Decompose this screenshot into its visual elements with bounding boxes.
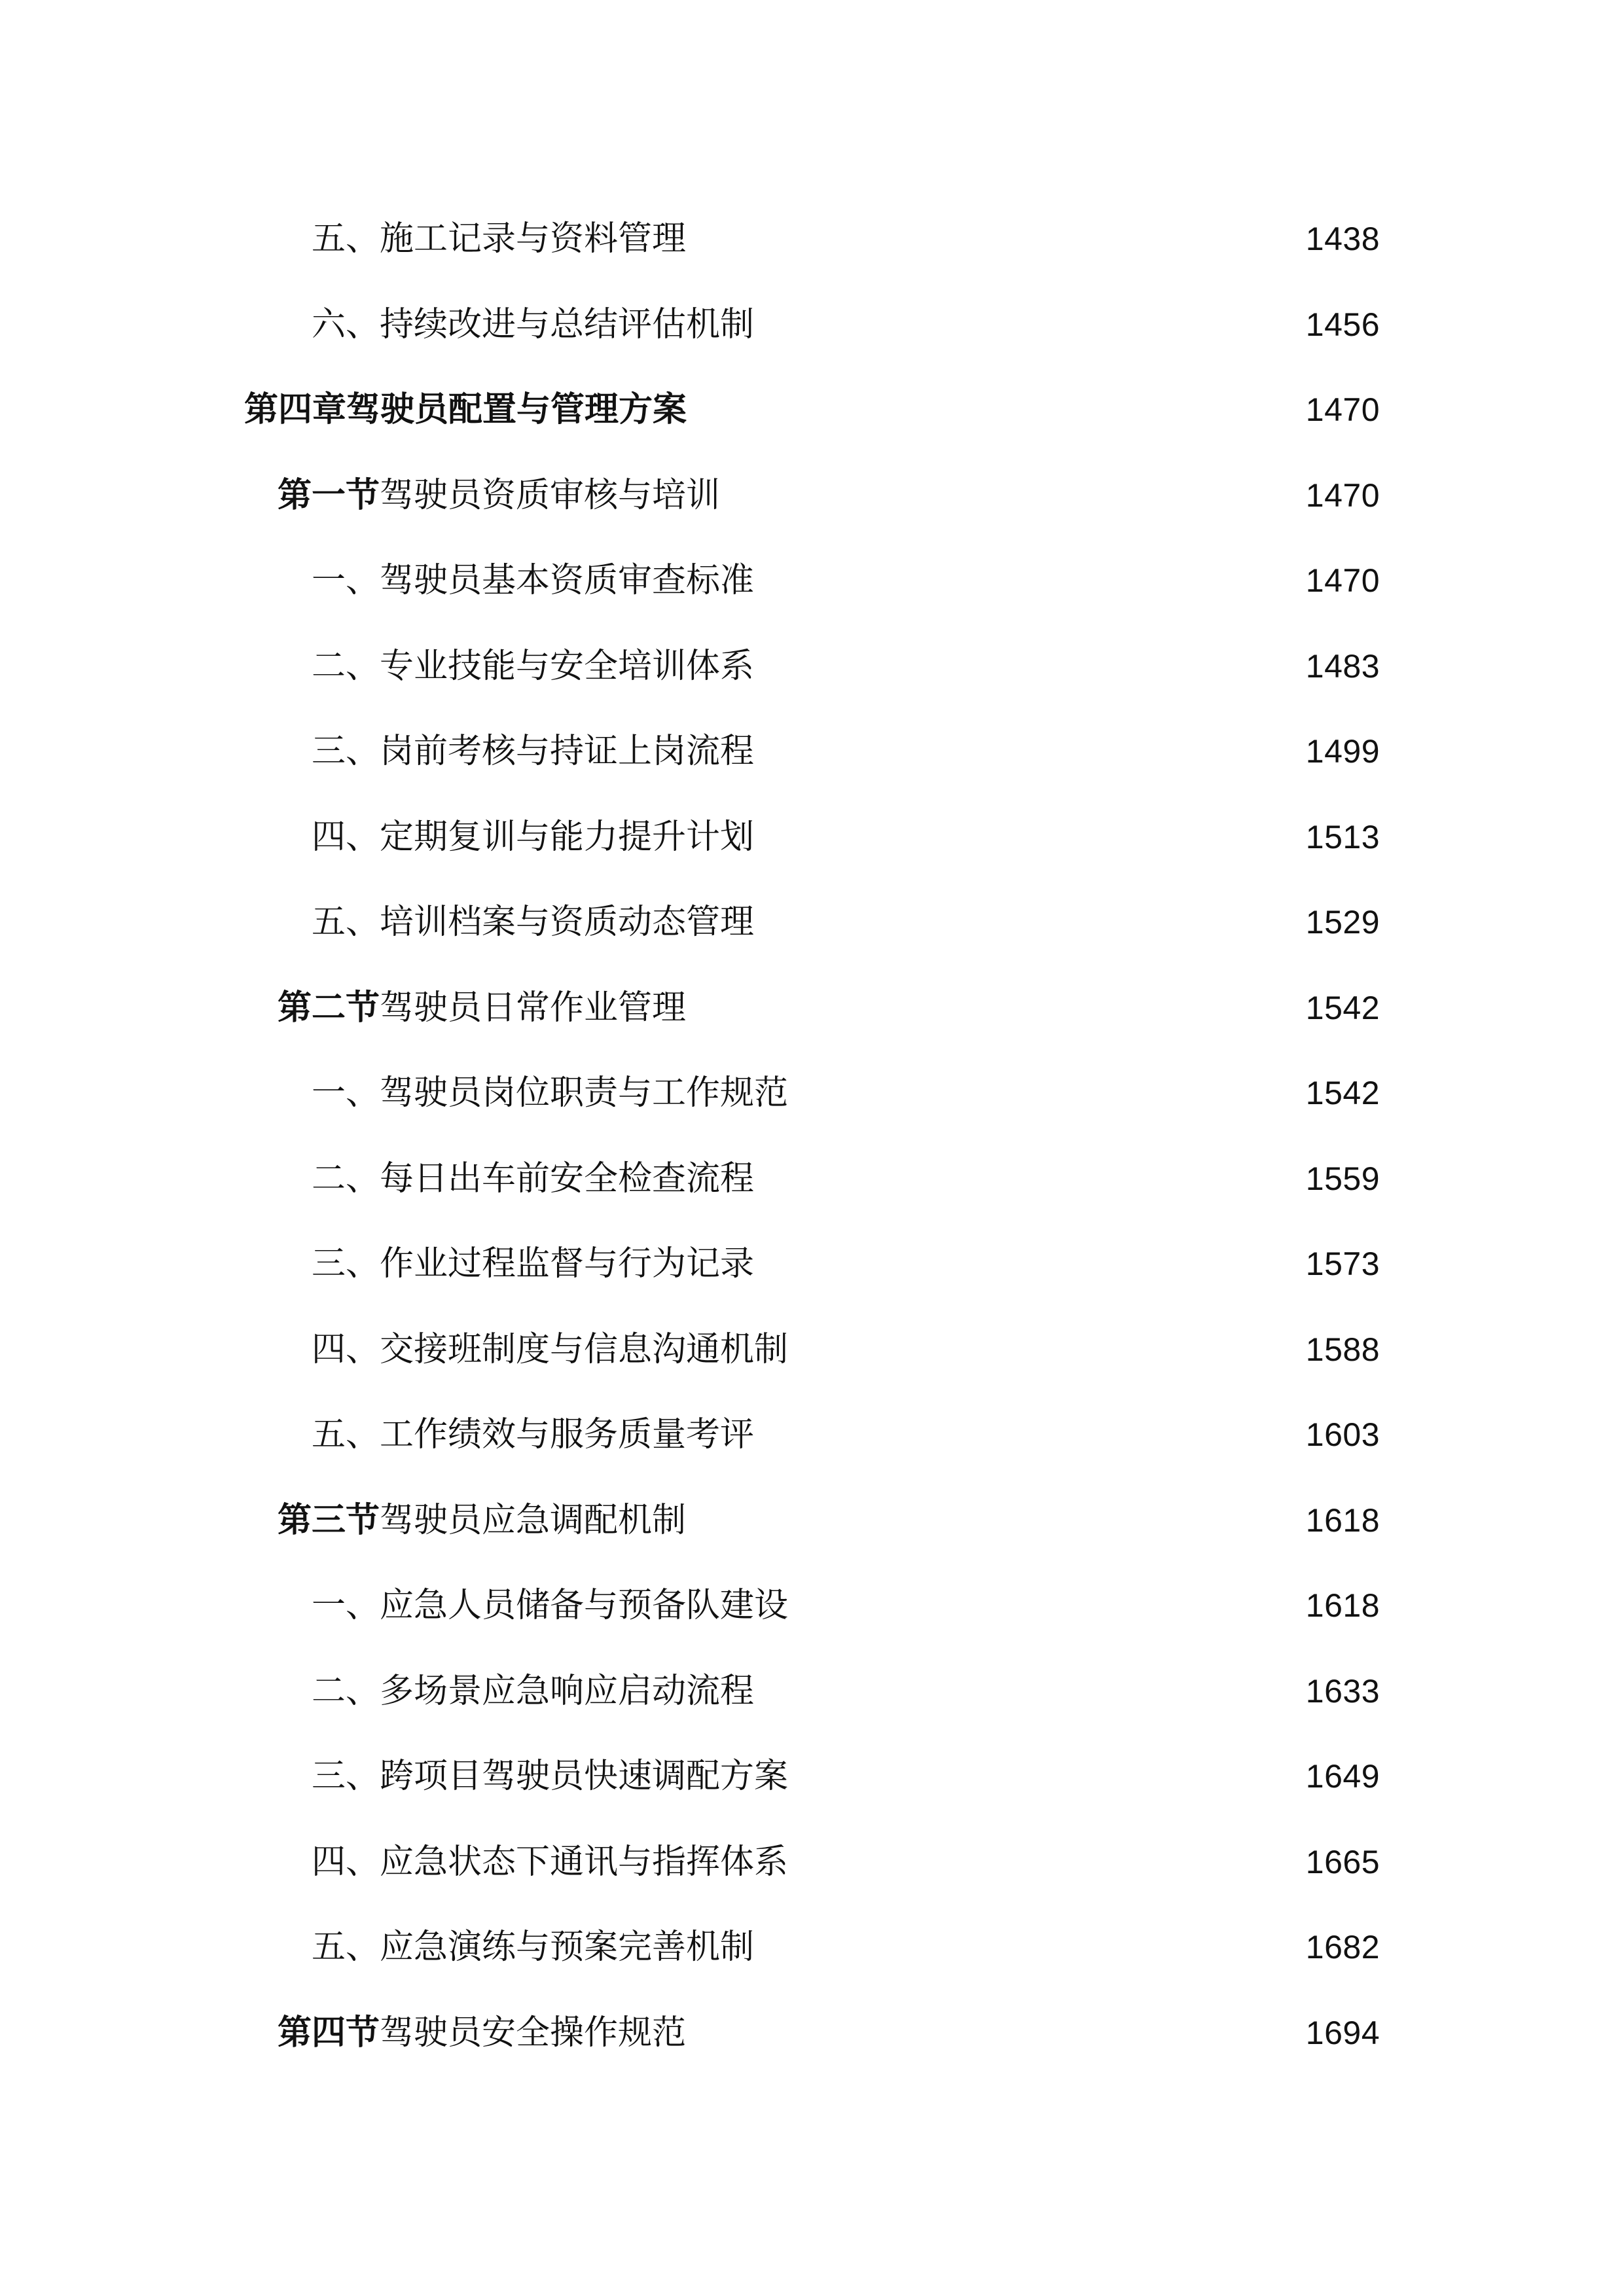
dot-leader: [792, 1576, 1302, 1577]
toc-entry-title: 六、持续改进与总结评估机制: [312, 304, 755, 344]
toc-entry-title: 四、定期复训与能力提升计划: [312, 817, 755, 857]
toc-page-number: 1470: [1305, 391, 1380, 428]
toc-entry-title: 五、应急演练与预案完善机制: [312, 1928, 755, 1967]
toc-entry-title: 三、作业过程监督与行为记录: [312, 1244, 755, 1283]
toc-entry-item[interactable]: [312, 1064, 1380, 1122]
toc-page-number: 1682: [1305, 1929, 1380, 1965]
toc-section-number: 第三节: [278, 1500, 380, 1540]
toc-entry-title: 五、培训档案与资质动态管理: [312, 903, 755, 942]
toc-entry-item[interactable]: [312, 1405, 1380, 1464]
toc-entry-title: 一、驾驶员岗位职责与工作规范: [312, 1073, 789, 1113]
toc-entry-title: 一、应急人员储备与预备队建设: [312, 1586, 789, 1625]
toc-entry-item[interactable]: [312, 1662, 1380, 1721]
toc-entry-item[interactable]: [312, 1918, 1380, 1977]
toc-entry-section[interactable]: [278, 2003, 1380, 2062]
toc-page-number: 1618: [1305, 1501, 1380, 1539]
toc-page-number: 1603: [1305, 1416, 1380, 1453]
toc-entry-title: 二、多场景应急响应启动流程: [312, 1671, 755, 1711]
toc-section-number: 第二节: [278, 988, 380, 1028]
toc-page-number: 1438: [1305, 221, 1380, 257]
toc-page-number: 1542: [1305, 989, 1380, 1026]
toc-entry-item[interactable]: [312, 1576, 1380, 1635]
toc-entry-title: 驾驶员应急调配机制: [380, 1500, 687, 1540]
toc-entry-title: 一、驾驶员基本资质审查标准: [312, 561, 755, 600]
toc-entry-title: 第四章驾驶员配置与管理方案: [244, 390, 687, 429]
toc-entry-item[interactable]: [312, 551, 1380, 610]
dot-leader: [758, 295, 1302, 296]
toc-page-number: 1470: [1305, 562, 1380, 599]
toc-entry-title: 三、岗前考核与持证上岗流程: [312, 732, 755, 771]
toc-page-number: 1470: [1305, 476, 1380, 514]
toc-page-number: 1665: [1305, 1843, 1380, 1880]
toc-page-number: 1559: [1305, 1160, 1380, 1197]
toc-page-number: 1513: [1305, 818, 1380, 855]
dot-leader: [690, 1491, 1302, 1492]
toc-entry-item[interactable]: [312, 1747, 1380, 1806]
toc-section-number: 第一节: [278, 475, 380, 515]
toc-page-number: 1633: [1305, 1672, 1380, 1710]
toc-entry-item[interactable]: [312, 722, 1380, 781]
toc-section-number: 第四节: [278, 2013, 380, 2053]
toc-entry-title: 驾驶员资质审核与培训: [380, 475, 721, 515]
toc-page-number: 1588: [1305, 1331, 1380, 1368]
dot-leader: [792, 1320, 1302, 1321]
toc-page-number: 1483: [1305, 647, 1380, 685]
toc-entry-item[interactable]: [312, 893, 1380, 952]
toc-entry-item[interactable]: [312, 1234, 1380, 1293]
toc-entry-item[interactable]: [312, 209, 1380, 268]
toc-page-number: 1542: [1305, 1075, 1380, 1111]
toc-entry-chapter[interactable]: [244, 380, 1380, 439]
toc-page-number: 1649: [1305, 1758, 1380, 1795]
toc-entry-section[interactable]: [278, 466, 1380, 525]
dot-leader: [724, 466, 1302, 467]
toc-entry-item[interactable]: [312, 295, 1380, 354]
toc-entry-title: 五、施工记录与资料管理: [312, 219, 687, 259]
toc-entry-title: 二、专业技能与安全培训体系: [312, 646, 755, 686]
toc-page-number: 1573: [1305, 1246, 1380, 1282]
toc-page-number: 1694: [1305, 2014, 1380, 2051]
toc-entry-item[interactable]: [312, 808, 1380, 867]
dot-leader: [691, 380, 1302, 381]
dot-leader: [758, 722, 1302, 723]
toc-entry-title: 四、应急状态下通讯与指挥体系: [312, 1842, 789, 1882]
dot-leader: [690, 2003, 1302, 2004]
toc-entry-section[interactable]: [278, 1491, 1380, 1550]
toc-page-number: 1456: [1305, 306, 1380, 343]
dot-leader: [690, 978, 1302, 979]
toc-entry-item[interactable]: [312, 1149, 1380, 1208]
dot-leader: [690, 209, 1302, 210]
toc-page-number: 1618: [1305, 1587, 1380, 1624]
toc-entry-section[interactable]: [278, 978, 1380, 1037]
toc-entry-item[interactable]: [312, 1320, 1380, 1379]
toc-entry-item[interactable]: [312, 637, 1380, 696]
dot-leader: [758, 551, 1302, 552]
dot-leader: [758, 1149, 1302, 1150]
dot-leader: [758, 1405, 1302, 1406]
toc-entry-title: 二、每日出车前安全检查流程: [312, 1158, 755, 1198]
toc-entry-title: 五、工作绩效与服务质量考评: [312, 1415, 755, 1454]
toc-entry-title: 三、跨项目驾驶员快速调配方案: [312, 1757, 789, 1796]
dot-leader: [792, 1747, 1302, 1748]
toc-entry-title: 驾驶员日常作业管理: [380, 988, 687, 1028]
dot-leader: [758, 1234, 1302, 1235]
toc-entry-title: 驾驶员安全操作规范: [380, 2013, 687, 2053]
toc-page-number: 1529: [1305, 904, 1380, 941]
toc-entry-title: 四、交接班制度与信息沟通机制: [312, 1329, 789, 1369]
toc-page-number: 1499: [1305, 733, 1380, 770]
toc-entry-item[interactable]: [312, 1833, 1380, 1892]
